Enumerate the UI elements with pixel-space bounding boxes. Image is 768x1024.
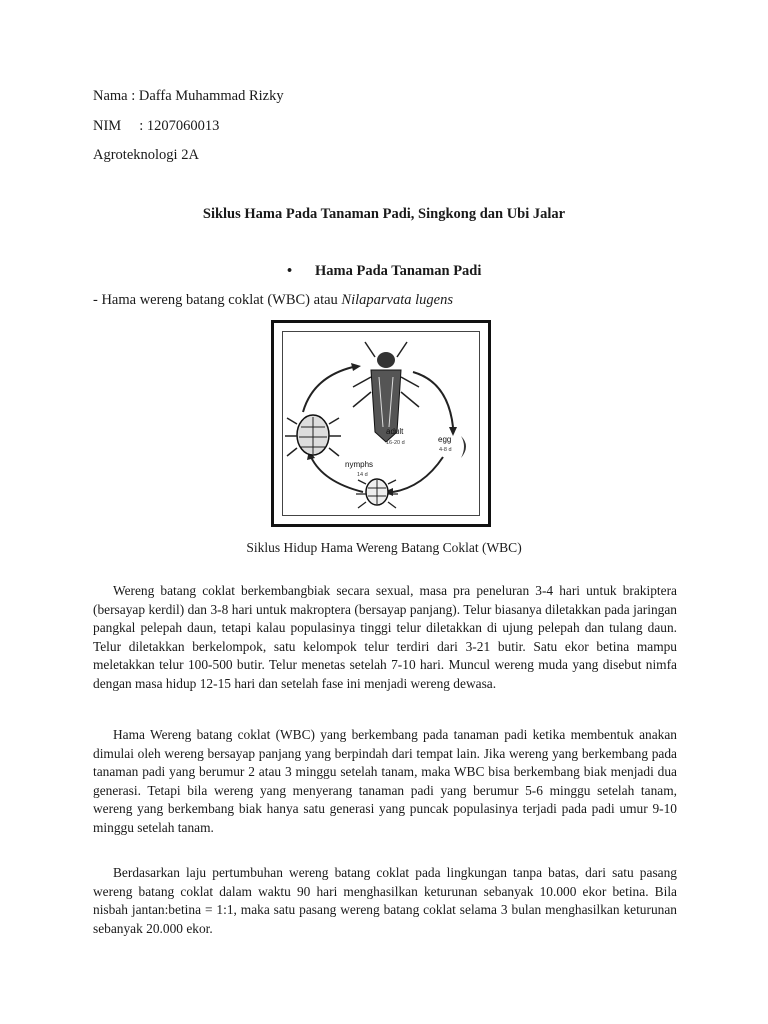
student-class: Agroteknologi 2A [93,147,199,163]
subsection-heading [93,292,453,309]
figure-inner-frame [282,331,480,516]
nymph-large-icon [285,415,341,456]
arrow-adult-to-egg [413,372,453,427]
egg-days: 4-8 d [439,447,452,453]
document-title: Siklus Hama Pada Tanaman Padi, Singkong dan Ubi Jalar [202,206,566,222]
arrow-egg-to-nymph [393,457,443,492]
egg-label: egg [438,435,452,444]
nymphs-days: 14 d [357,472,368,478]
paragraph-1: Wereng batang coklat berkembangbiak secara sexual, masa pra peneluran 3-4 hari untuk brakiptera (bersayap kerdil) dan 3-8 hari untuk makroptera (bersayap panjang). Telur biasanya diletakkan pada jaringan pangkal pelepah daun, tetapi kalau populasinya tinggi telur diletakkan di ujung pelepah dan tulang daun. Telur diletakkan berkelompok, satu kelompok telur terdiri dari 3-21 butir. Satu ekor betina mampu meletakkan telur 100-500 butir. Telur menetas setelah 7-10 hari. Muncul wereng muda yang disebut nimfa dengan masa hidup 12-15 hari dan setelah fase ini menjadi wereng dewasa. [93,583,677,691]
paragraph-3: Berdasarkan laju pertumbuhan wereng batang coklat pada lingkungan tanpa batas, dari satu pasang wereng batang coklat dalam waktu 90 hari menghasilkan keturunan sebanyak 10.000 ekor betina. Bila nisbah jantan:betina = 1:1, maka satu pasang wereng batang coklat selama 3 bulan menghasilkan keturunan sebanyak 20.000 ekor. [93,865,677,936]
nymphs-label: nymphs [345,460,374,469]
nim-label: NIM [93,118,122,134]
species-name: Nilaparvata lugens [341,292,453,308]
nim-value: : 1207060013 [139,118,220,134]
egg-icon [461,436,466,458]
arrow-nymph-to-adult [303,367,353,412]
life-cycle-diagram [283,332,481,517]
bullet-icon: • [287,263,293,279]
nymph-small-icon [356,479,398,508]
subheading-prefix: - Hama wereng batang coklat (WBC) atau [93,292,342,308]
student-id [93,118,219,135]
figure-caption: Siklus Hidup Hama Wereng Batang Coklat (WBC) [246,540,522,555]
student-name: Nama : Daffa Muhammad Rizky [93,88,284,104]
paragraph-2: Hama Wereng batang coklat (WBC) yang berkembang pada tanaman padi ketika membentuk anakan dimulai oleh wereng bersayap panjang yang berpindah dari tempat lain. Jika wereng yang berkembang pada tanaman padi yang berumur 2 atau 3 minggu setelah tanam, maka WBC bisa berkembang biak menjadi dua generasi. Tetapi bila wereng yang menyerang tanaman padi yang berumur 5-6 minggu setelah tanam, wereng yang berkembang biak hanya satu generasi yang puncak populasinya terjadi pada padi umur 9-10 minggu setelah tanam. [93,727,677,835]
section-heading [287,263,481,280]
life-cycle-figure [271,320,491,527]
section-heading-text: Hama Pada Tanaman Padi [315,263,482,279]
adult-days: 16-20 d [386,440,405,446]
adult-label: adult [386,427,404,436]
